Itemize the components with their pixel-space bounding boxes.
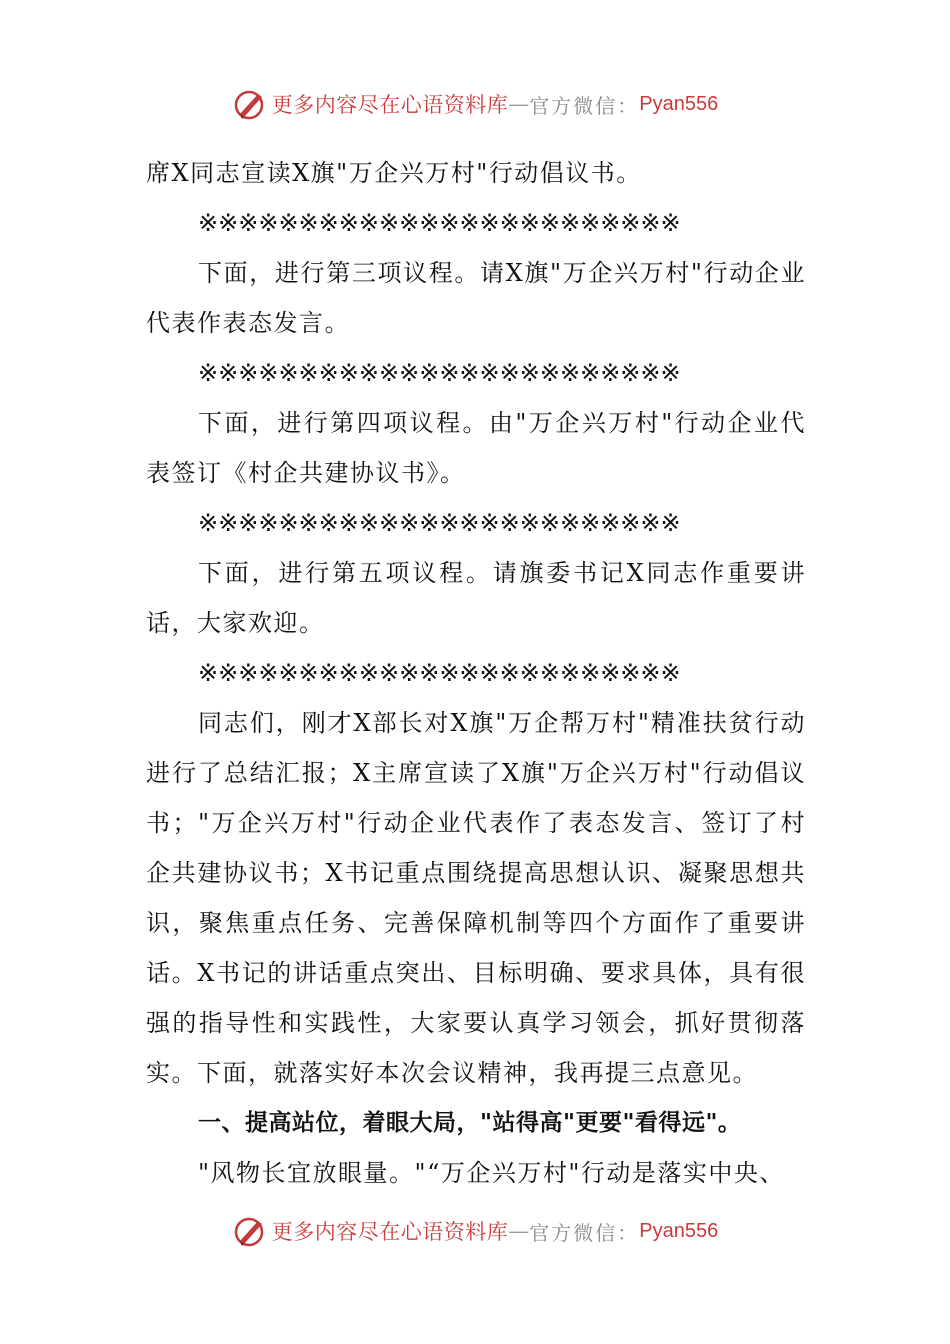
separator-line: ※※※※※※※※※※※※※※※※※※※※※※※※ xyxy=(198,359,681,387)
separator-line: ※※※※※※※※※※※※※※※※※※※※※※※※ xyxy=(198,209,681,237)
separator-line: ※※※※※※※※※※※※※※※※※※※※※※※※ xyxy=(198,659,681,687)
document-body xyxy=(146,148,806,1198)
banner-label: 官方微信： xyxy=(529,1220,640,1245)
banner-separator: — xyxy=(508,1219,530,1243)
banner-wechat-id: Pyan556 xyxy=(639,92,719,115)
pen-logo-icon xyxy=(232,1213,268,1249)
paragraph: 下面，进行第四项议程。由"万企兴万村"行动企业代表签订《村企共建协议书》。 xyxy=(146,409,806,487)
paragraph: 同志们，刚才X部长对X旗"万企帮万村"精准扶贫行动进行了总结汇报；X主席宣读了X旗"万企兴万村"行动倡议书；"万企兴万村"行动企业代表作了表态发言、签订了村企共建协议书；X书记重点围绕提高思想认识、凝聚思想共识，聚焦重点任务、完善保障机制等四个方面作了重要讲话。X书记的讲话重点突出、目标明确、要求具体，具有很强的指导性和实践性，大家要认真学习领会，抓好贯彻落实。下面，就落实好本次会议精神，我再提三点意见。 xyxy=(146,709,806,1087)
footer-watermark xyxy=(0,1211,950,1251)
banner-label: 官方微信： xyxy=(529,93,640,118)
banner-separator: — xyxy=(508,92,530,116)
banner-main-text: 更多内容尽在心语资料库 xyxy=(271,1220,509,1244)
paragraph: 下面，进行第三项议程。请X旗"万企兴万村"行动企业代表作表态发言。 xyxy=(146,259,806,337)
paragraph: 下面，进行第五项议程。请旗委书记X同志作重要讲话，大家欢迎。 xyxy=(146,559,806,637)
section-heading: 一、提高站位，着眼大局，"站得高"更要"看得远"。 xyxy=(198,1110,742,1136)
banner-wechat-id: Pyan556 xyxy=(639,1219,719,1242)
paragraph: "风物长宜放眼量。"“万企兴万村"行动是落实中央、 xyxy=(198,1159,785,1187)
separator-line: ※※※※※※※※※※※※※※※※※※※※※※※※ xyxy=(198,509,681,537)
banner-main-text: 更多内容尽在心语资料库 xyxy=(271,93,509,117)
paragraph: 席X同志宣读X旗"万企兴万村"行动倡议书。 xyxy=(146,159,642,187)
pen-logo-icon xyxy=(232,86,268,122)
header-watermark xyxy=(0,84,950,124)
